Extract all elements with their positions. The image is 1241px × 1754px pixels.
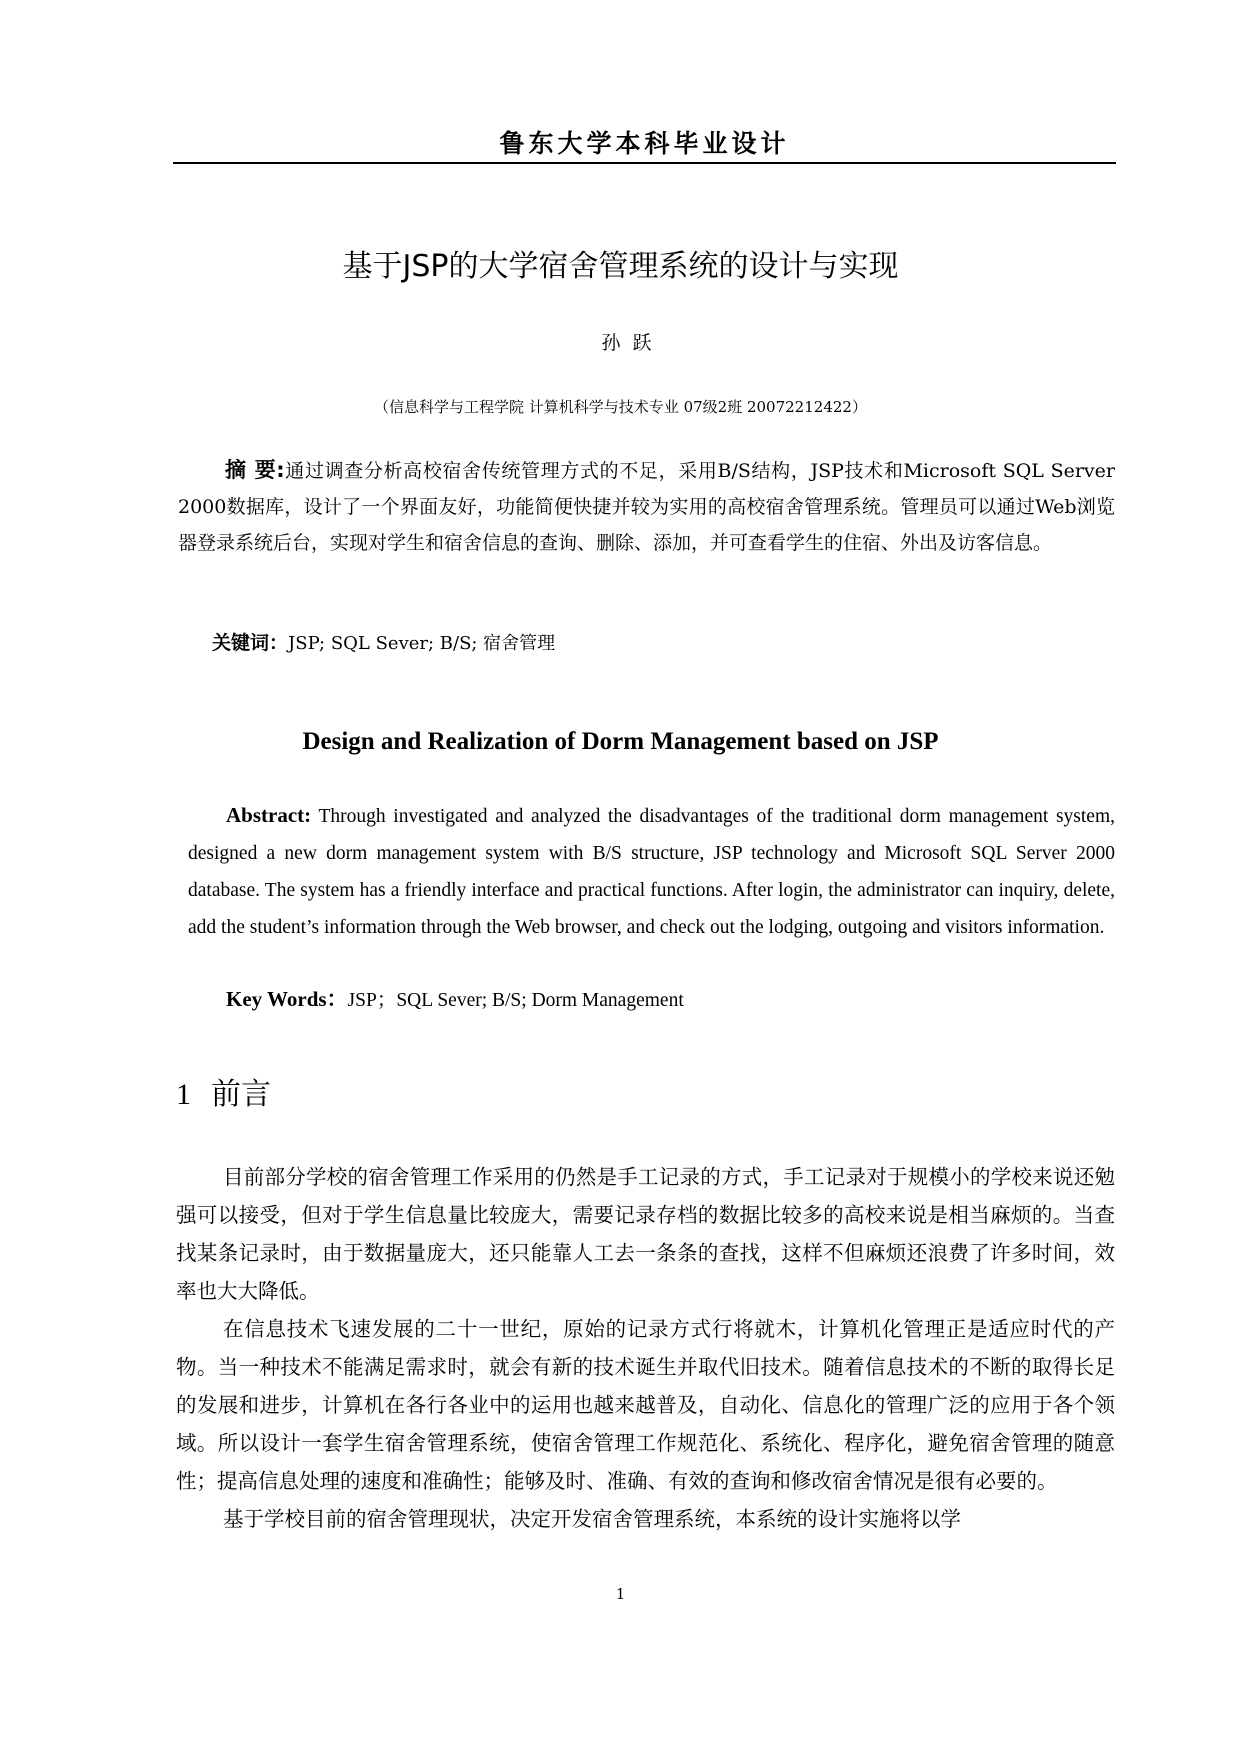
page-number: 1 [615, 1585, 626, 1603]
keywords-en-label: Key Words： [226, 987, 348, 1011]
keywords-cn-text: JSP; SQL Sever; B/S; 宿舍管理 [288, 633, 556, 654]
body-text [176, 1158, 1115, 1538]
author-affiliation: （信息科学与工程学院 计算机科学与技术专业 07级2班 20072212422） [374, 398, 867, 416]
paper-title-cn: 基于JSP的大学宿舍管理系统的设计与实现 [342, 249, 899, 284]
author-name: 孙跃 [601, 332, 664, 354]
section-heading [176, 1069, 271, 1113]
keywords-cn-label: 关键词： [212, 632, 289, 654]
section-title: 前言 [211, 1077, 271, 1112]
abstract-en [188, 797, 1115, 946]
keywords-en [226, 983, 684, 1013]
abstract-cn-text: 通过调查分析高校宿舍传统管理方式的不足，采用B/S结构，JSP技术和Microsoft SQL Server 2000数据库，设计了一个界面友好，功能简便快捷并较为实用的高校宿舍管理系统。管理员可以通过Web浏览器登录系统后台，实现对学生和宿舍信息的查询、删除、添加，并可查看学生的住宿、外出及访客信息。 [178, 460, 1115, 554]
paper-title-en: Design and Realization of Dorm Management based on JSP [302, 728, 939, 755]
keywords-en-text: JSP；SQL Sever; B/S; Dorm Management [347, 990, 684, 1011]
abstract-cn [178, 452, 1115, 561]
abstract-cn-label: 摘 要: [225, 458, 285, 482]
body-paragraph: 目前部分学校的宿舍管理工作采用的仍然是手工记录的方式，手工记录对于规模小的学校来说还勉强可以接受，但对于学生信息量比较庞大，需要记录存档的数据比较多的高校来说是相当麻烦的。当查找某条记录时，由于数据量庞大，还只能靠人工去一条条的查找，这样不但麻烦还浪费了许多时间，效率也大大降低。 [176, 1165, 1115, 1303]
body-paragraph: 基于学校目前的宿舍管理现状，决定开发宿舍管理系统，本系统的设计实施将以学 [223, 1507, 961, 1531]
header-rule [173, 162, 1116, 164]
keywords-cn [212, 628, 555, 655]
abstract-en-label: Abstract: [226, 803, 312, 827]
body-paragraph: 在信息技术飞速发展的二十一世纪，原始的记录方式行将就木，计算机化管理正是适应时代的产物。当一种技术不能满足需求时，就会有新的技术诞生并取代旧技术。随着信息技术的不断的取得长足的发展和进步，计算机在各行各业中的运用也越来越普及，自动化、信息化的管理广泛的应用于各个领域。所以设计一套学生宿舍管理系统，使宿舍管理工作规范化、系统化、程序化，避免宿舍管理的随意性；提高信息处理的速度和准确性；能够及时、准确、有效的查询和修改宿舍情况是很有必要的。 [176, 1317, 1115, 1493]
abstract-en-text: Through investigated and analyzed the disadvantages of the traditional dorm management system, designed a new dorm management system with B/S structure, JSP technology and Microsoft SQL Server 2000 database. The system has a friendly interface and practical functions. After login, the administrator can inquiry, delete, add the student’s information through the Web browser, and check out the lodging, outgoing and visitors information. [188, 806, 1115, 938]
running-header: 鲁东大学本科毕业设计 [499, 129, 790, 158]
section-number: 1 [176, 1078, 191, 1111]
